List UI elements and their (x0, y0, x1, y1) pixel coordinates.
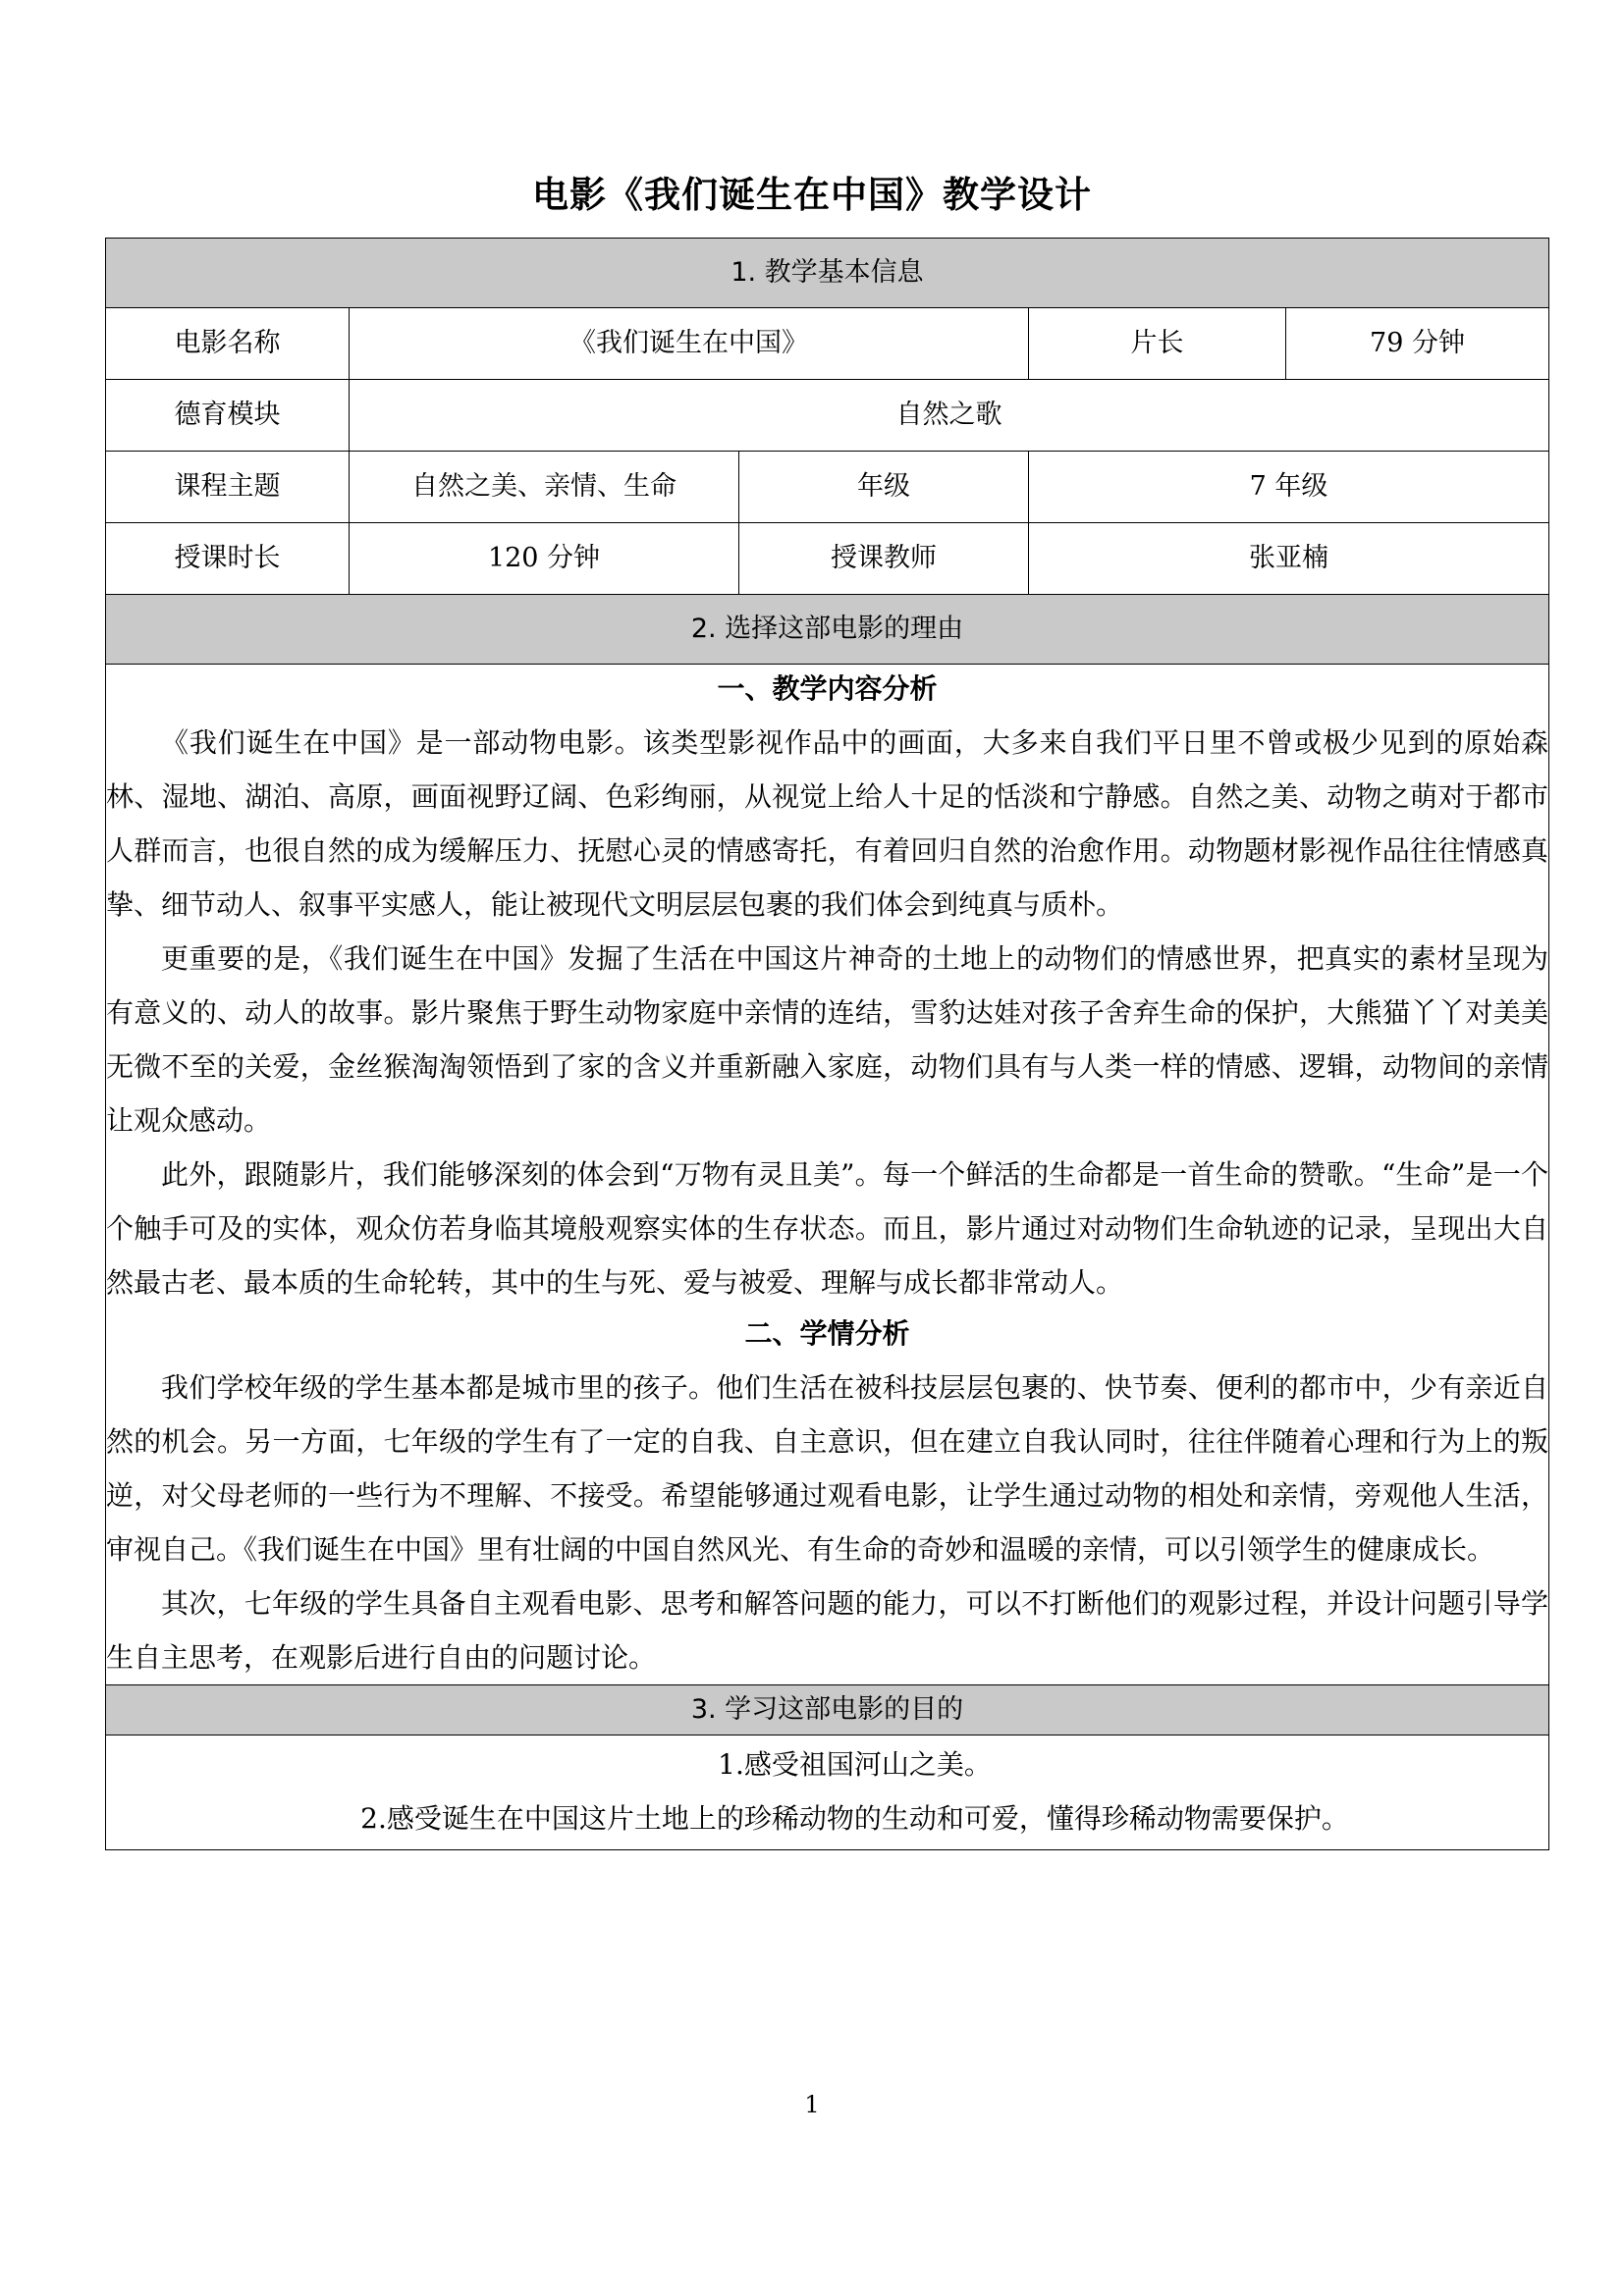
section3-header: 3. 学习这部电影的目的 (106, 1685, 1549, 1735)
section3-content (106, 1735, 1549, 1850)
paragraph: 我们学校年级的学生基本都是城市里的孩子。他们生活在被科技层层包裹的、快节奏、便利的都市中，少有亲近自然的机会。另一方面，七年级的学生有了一定的自我、自主意识，但在建立自我认同时，往往伴随着心理和行为上的叛逆，对父母老师的一些行为不理解、不接受。希望能够通过观看电影，让学生通过动物的相处和亲情，旁观他人生活，审视自己。《我们诞生在中国》里有壮阔的中国自然风光、有生命的奇妙和温暖的亲情，可以引领学生的健康成长。 (106, 1371, 1548, 1566)
teacher-label: 授课教师 (739, 523, 1029, 595)
film-name-value: 《我们诞生在中国》 (350, 308, 1029, 380)
paragraph: 其次，七年级的学生具备自主观看电影、思考和解答问题的能力，可以不打断他们的观影过程，并设计问题引导学生自主思考，在观影后进行自由的问题讨论。 (106, 1587, 1548, 1674)
duration-label: 授课时长 (106, 523, 350, 595)
goal-item: 1.感受祖国河山之美。 (718, 1748, 992, 1781)
student-analysis-heading: 二、学情分析 (744, 1317, 910, 1350)
section2-header: 2. 选择这部电影的理由 (106, 595, 1549, 665)
grade-label: 年级 (739, 452, 1029, 523)
film-length-label: 片长 (1029, 308, 1286, 380)
document-title: 电影《我们诞生在中国》教学设计 (532, 174, 1092, 216)
goal-item: 2.感受诞生在中国这片土地上的珍稀动物的生动和可爱，懂得珍稀动物需要保护。 (360, 1802, 1349, 1835)
module-label: 德育模块 (106, 380, 350, 452)
section1-header: 1. 教学基本信息 (106, 239, 1549, 308)
paragraph: 更重要的是，《我们诞生在中国》发掘了生活在中国这片神奇的土地上的动物们的情感世界，把真实的素材呈现为有意义的、动人的故事。影片聚焦于野生动物家庭中亲情的连结，雪豹达娃对孩子舍弃生命的保护，大熊猫丫丫对美美无微不至的关爱，金丝猴淘淘领悟到了家的含义并重新融入家庭，动物们具有与人类一样的情感、逻辑，动物间的亲情让观众感动。 (106, 942, 1548, 1137)
paragraph: 《我们诞生在中国》是一部动物电影。该类型影视作品中的画面，大多来自我们平日里不曾或极少见到的原始森林、湿地、湖泊、高原，画面视野辽阔、色彩绚丽，从视觉上给人十足的恬淡和宁静感。自然之美、动物之萌对于都市人群而言，也很自然的成为缓解压力、抚慰心灵的情感寄托，有着回归自然的治愈作用。动物题材影视作品往往情感真挚、细节动人、叙事平实感人，能让被现代文明层层包裹的我们体会到纯真与质朴。 (106, 726, 1548, 921)
film-length-value: 79 分钟 (1286, 308, 1549, 380)
page-number: 1 (804, 2091, 820, 2118)
module-value: 自然之歌 (350, 380, 1549, 452)
section2-content (106, 665, 1549, 1685)
content-analysis-heading: 一、教学内容分析 (717, 672, 938, 705)
theme-value: 自然之美、亲情、生命 (350, 452, 739, 523)
grade-value: 7 年级 (1029, 452, 1549, 523)
lesson-plan-table (105, 238, 1549, 1850)
duration-value: 120 分钟 (350, 523, 739, 595)
film-name-label: 电影名称 (106, 308, 350, 380)
paragraph: 此外，跟随影片，我们能够深刻的体会到“万物有灵且美”。每一个鲜活的生命都是一首生命的赞歌。“生命”是一个个触手可及的实体，观众仿若身临其境般观察实体的生存状态。而且，影片通过对动物们生命轨迹的记录，呈现出大自然最古老、最本质的生命轮转，其中的生与死、爱与被爱、理解与成长都非常动人。 (106, 1158, 1548, 1299)
teacher-value: 张亚楠 (1029, 523, 1549, 595)
theme-label: 课程主题 (106, 452, 350, 523)
